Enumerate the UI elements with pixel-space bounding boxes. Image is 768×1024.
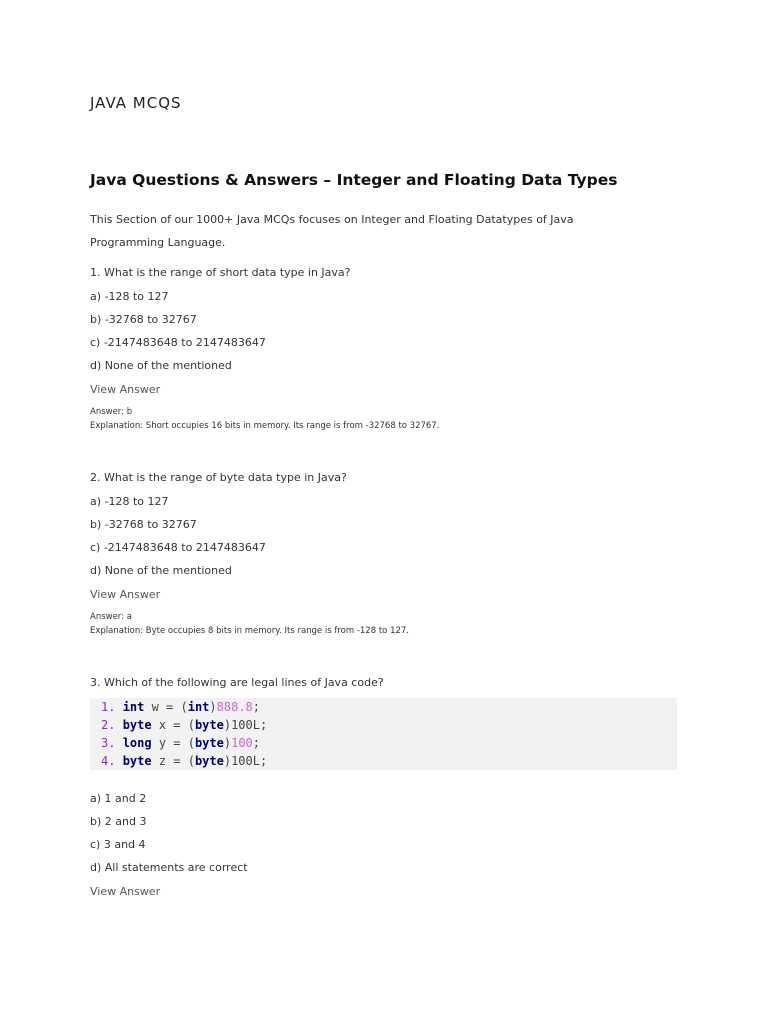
- code-keyword: byte: [122, 754, 152, 768]
- document-heading: JAVA MCQS: [90, 94, 182, 112]
- question-2-option-a: a) -128 to 127: [90, 495, 169, 508]
- question-1-view-answer-link[interactable]: View Answer: [90, 383, 161, 396]
- code-text: ): [223, 736, 232, 750]
- question-2-explanation: Explanation: Byte occupies 8 bits in memory. Its range is from -128 to 127.: [90, 626, 409, 636]
- code-line-number: 4.: [101, 754, 116, 768]
- question-2-answer: Answer: a: [90, 612, 132, 622]
- code-line-number: 2.: [101, 718, 116, 732]
- code-block: [90, 698, 677, 770]
- code-text: x = (: [151, 718, 195, 732]
- question-3-option-b: b) 2 and 3: [90, 815, 147, 828]
- question-3-option-a: a) 1 and 2: [90, 792, 147, 805]
- code-literal: 888.8: [216, 700, 253, 714]
- code-text: )100L;: [223, 718, 268, 732]
- code-line: [101, 752, 267, 770]
- intro-paragraph: This Section of our 1000+ Java MCQs focuses on Integer and Floating Datatypes of Java Programming Language.: [90, 213, 574, 249]
- code-text: z = (: [151, 754, 195, 768]
- code-keyword: byte: [194, 718, 224, 732]
- question-2-option-c: c) -2147483648 to 2147483647: [90, 541, 266, 554]
- code-text: )100L;: [223, 754, 268, 768]
- code-line-number: 3.: [101, 736, 116, 750]
- code-text: ;: [252, 736, 261, 750]
- code-keyword: byte: [194, 754, 224, 768]
- question-1-explanation: Explanation: Short occupies 16 bits in memory. Its range is from -32768 to 32767.: [90, 421, 440, 431]
- question-1-option-c: c) -2147483648 to 2147483647: [90, 336, 266, 349]
- question-2-option-b: b) -32768 to 32767: [90, 518, 197, 531]
- question-3-view-answer-link[interactable]: View Answer: [90, 885, 161, 898]
- question-3-option-c: c) 3 and 4: [90, 838, 146, 851]
- code-keyword: int: [122, 700, 145, 714]
- code-line-number: 1.: [101, 700, 116, 714]
- code-text: ;: [252, 700, 261, 714]
- code-line: [101, 698, 260, 716]
- question-1-answer: Answer: b: [90, 407, 133, 417]
- document-page: [90, 0, 680, 1024]
- code-keyword: byte: [194, 736, 224, 750]
- question-3-option-d: d) All statements are correct: [90, 861, 248, 874]
- page-title: Java Questions & Answers – Integer and Floating Data Types: [90, 171, 618, 189]
- code-keyword: long: [122, 736, 152, 750]
- question-1-text: 1. What is the range of short data type in Java?: [90, 266, 351, 279]
- code-text: w = (: [144, 700, 188, 714]
- code-line: [101, 716, 267, 734]
- code-text: y = (: [151, 736, 195, 750]
- question-2-option-d: d) None of the mentioned: [90, 564, 232, 577]
- question-2-text: 2. What is the range of byte data type in Java?: [90, 471, 347, 484]
- question-2-view-answer-link[interactable]: View Answer: [90, 588, 161, 601]
- question-1-option-b: b) -32768 to 32767: [90, 313, 197, 326]
- question-1-option-d: d) None of the mentioned: [90, 359, 232, 372]
- code-keyword: byte: [122, 718, 152, 732]
- question-1-option-a: a) -128 to 127: [90, 290, 169, 303]
- code-keyword: int: [187, 700, 210, 714]
- code-line: [101, 734, 260, 752]
- code-text: ): [209, 700, 217, 714]
- code-literal: 100: [231, 736, 253, 750]
- question-3-text: 3. Which of the following are legal lines of Java code?: [90, 676, 384, 689]
